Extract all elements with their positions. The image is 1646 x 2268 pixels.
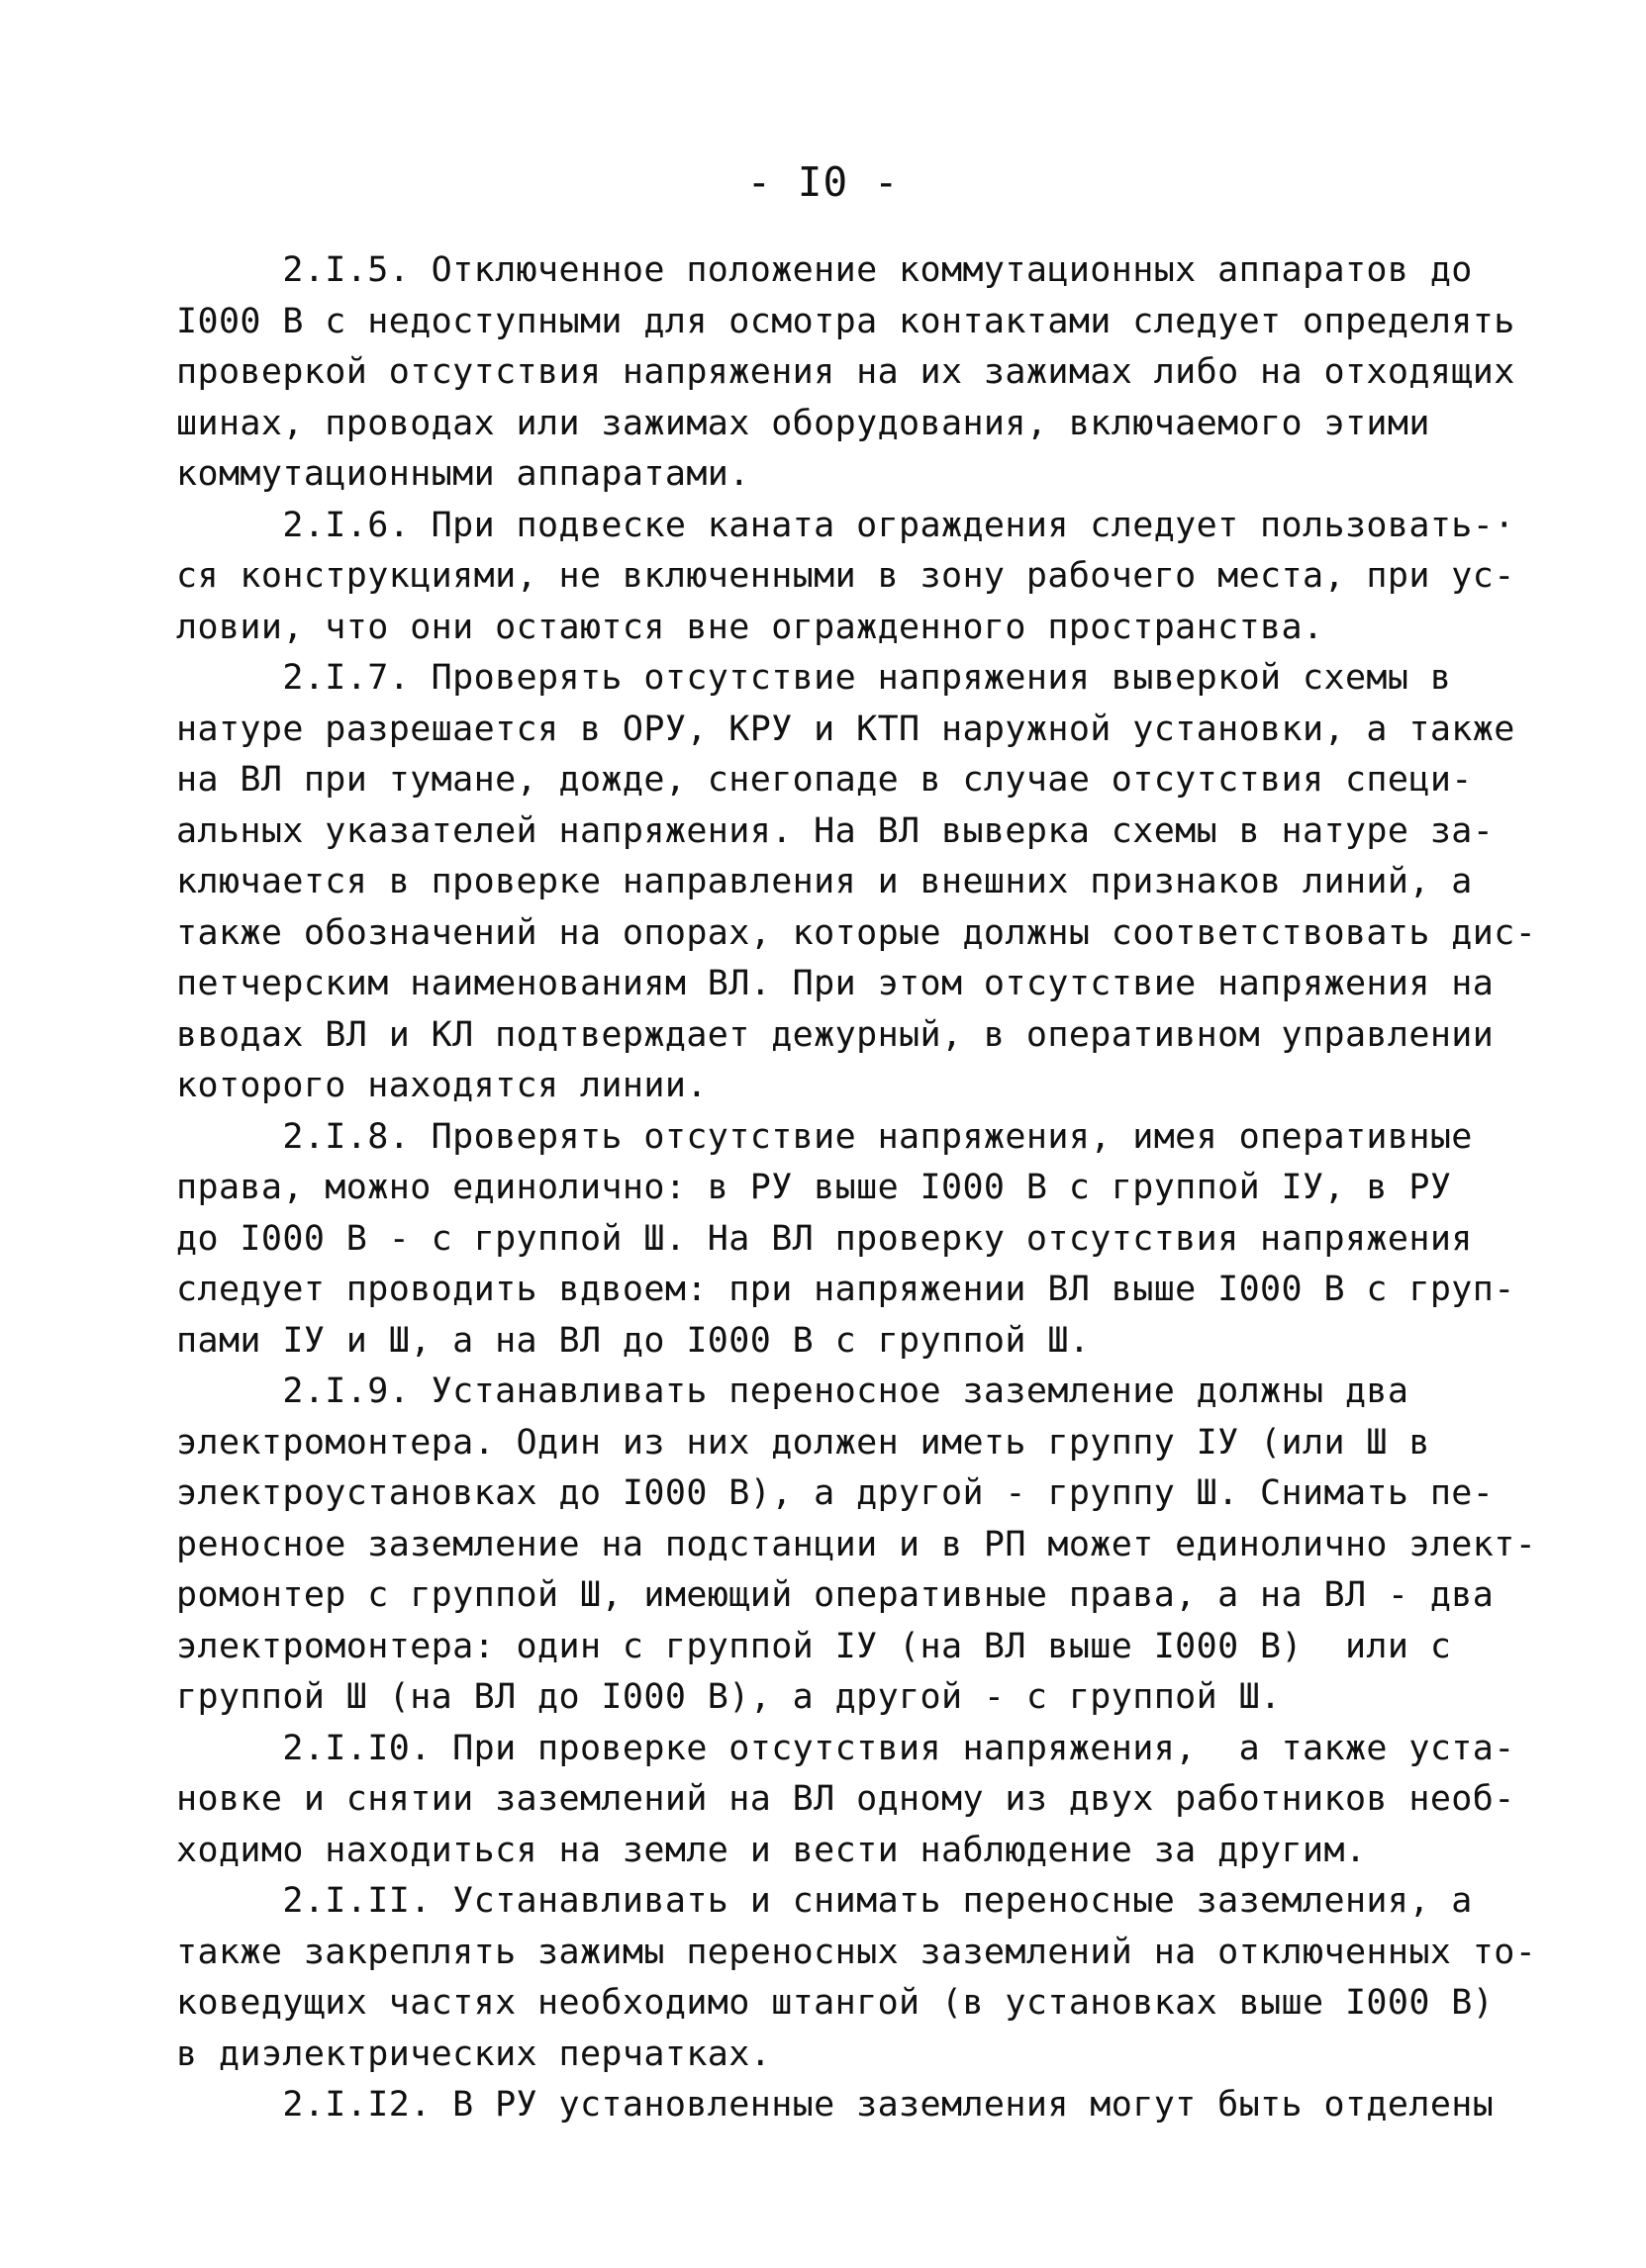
text-line: вводах ВЛ и КЛ подтверждает дежурный, в оперативном управлении xyxy=(176,1014,1495,1055)
text-line: также закреплять зажимы переносных заземлений на отключенных то- xyxy=(176,1932,1537,1972)
text-line: ключается в проверке направления и внешних признаков линий, а xyxy=(176,862,1473,901)
text-line: также обозначений на опорах, которые должны соответствовать дис- xyxy=(176,912,1537,953)
text-line: проверкой отсутствия напряжения на их зажимах либо на отходящих xyxy=(176,352,1515,392)
text-line: 2.I.5. Отключенное положение коммутационных аппаратов до xyxy=(176,250,1473,290)
text-line: 2.I.I2. В РУ установленные заземления могут быть отделены xyxy=(176,2085,1495,2125)
text-line: 2.I.9. Устанавливать переносное заземление должны два xyxy=(176,1371,1409,1411)
text-line: реносное заземление на подстанции и в РП может единолично элект- xyxy=(176,1524,1537,1564)
text-line: альных указателей напряжения. На ВЛ выверка схемы в натуре за- xyxy=(176,810,1495,851)
text-line: пами IУ и Ш, а на ВЛ до I000 В с группой Ш. xyxy=(176,1320,1091,1361)
text-line: 2.I.6. При подвеске каната ограждения следует пользовать-· xyxy=(176,505,1515,545)
text-line: 2.I.8. Проверять отсутствие напряжения, имея оперативные xyxy=(176,1116,1473,1157)
text-line: следует проводить вдвоем: при напряжении ВЛ выше I000 В с груп- xyxy=(176,1270,1515,1309)
text-line: шинах, проводах или зажимах оборудования, включаемого этими xyxy=(176,403,1430,443)
text-line: электромонтера. Один из них должен иметь группу IУ (или Ш в xyxy=(176,1422,1430,1463)
text-line: натуре разрешается в ОРУ, КРУ и КТП наружной установки, а также xyxy=(176,709,1515,749)
text-line: ся конструкциями, не включенными в зону рабочего места, при ус- xyxy=(176,556,1515,596)
text-line: 2.I.I0. При проверке отсутствия напряжения, а также уста- xyxy=(176,1728,1515,1768)
text-line: до I000 В - с группой Ш. На ВЛ проверку отсутствия напряжения xyxy=(176,1218,1473,1259)
text-line: ходимо находиться на земле и вести наблюдение за другим. xyxy=(176,1830,1367,1870)
text-line: группой Ш (на ВЛ до I000 В), а другой - с группой Ш. xyxy=(176,1677,1282,1717)
text-line: 2.I.7. Проверять отсутствие напряжения выверкой схемы в xyxy=(176,658,1452,698)
text-line: ловии, что они остаются вне огражденного пространства. xyxy=(176,607,1324,647)
text-line: ромонтер с группой Ш, имеющий оперативные права, а на ВЛ - два xyxy=(176,1575,1495,1615)
text-line: на ВЛ при тумане, дожде, снегопаде в случае отсутствия специ- xyxy=(176,760,1473,800)
body-text xyxy=(176,245,1537,2131)
text-line: новке и снятии заземлений на ВЛ одному из двух работников необ- xyxy=(176,1779,1515,1819)
text-line: коммутационными аппаратами. xyxy=(176,454,750,494)
text-line: 2.I.II. Устанавливать и снимать переносные заземления, а xyxy=(176,1881,1473,1921)
text-line: электроустановках до I000 В), а другой - группу Ш. Снимать пе- xyxy=(176,1473,1495,1513)
text-line: права, можно единолично: в РУ выше I000 В с группой IУ, в РУ xyxy=(176,1168,1452,1207)
page-number: - I0 - xyxy=(746,158,900,206)
text-line: которого находятся линии. xyxy=(176,1066,708,1105)
text-line: I000 В с недоступными для осмотра контактами следует определять xyxy=(176,301,1515,341)
text-line: электромонтера: один с группой IУ (на ВЛ выше I000 В) или с xyxy=(176,1626,1452,1666)
text-line: петчерским наименованиям ВЛ. При этом отсутствие напряжения на xyxy=(176,964,1495,1003)
text-line: коведущих частях необходимо штангой (в установках выше I000 В) xyxy=(176,1983,1495,2023)
text-line: в диэлектрических перчатках. xyxy=(176,2033,772,2074)
